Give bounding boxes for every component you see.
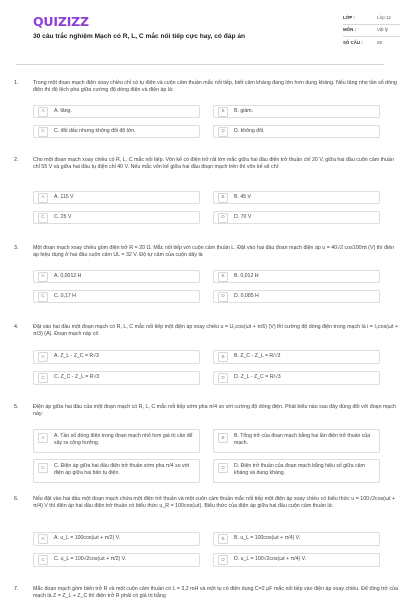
option-text: C. Z_C - Z_L = R√3 (54, 374, 100, 381)
header-divider (16, 64, 384, 65)
option-letter: A (38, 534, 48, 544)
option-b[interactable] (213, 270, 380, 283)
meta-value: Lớp 12 (377, 14, 391, 20)
option-text: B. 45 V (234, 193, 252, 200)
option-letter: C (38, 127, 48, 137)
option-text: C. u_L = 100√2cos(ωt + π/2) V. (54, 556, 127, 563)
meta-row-count (343, 37, 400, 50)
question-text: Một đoạn mạch xoay chiều gồm điện trở R = 20 Ω. Mắc nối tiếp với cuộn cảm thuần L. Đặt vào hai đầu đoạn mạch điện áp u = 40√2 cos100πt (V) thì điện áp hiệu dụng ở hai đầu cuộn cảm UL = 32 V. Độ tự cảm của cuộn dây là (33, 245, 395, 259)
option-letter: A (38, 433, 48, 443)
option-letter: C (38, 213, 48, 223)
option-letter: C (38, 292, 48, 302)
option-a[interactable] (33, 270, 200, 283)
meta-value: Vật lý (377, 27, 388, 33)
option-text: D. 70 V (234, 213, 252, 220)
question-text: Nếu đặt vào hai đầu một đoạn mạch chứa một điện trở thuần và một cuộn cảm thuần mắc nối tiếp một điện áp xoay chiều có biểu thức u = 100√2cos(ωt + π/4) V thì điện áp hai đầu điện trở thuần có biểu thức u_R = 100cos(ωt). Biểu thức của điện áp giữa hai đầu cuộn cảm thuần là: (33, 496, 396, 510)
option-letter: C (38, 555, 48, 565)
option-d[interactable] (213, 211, 380, 224)
meta-row-class (343, 12, 400, 25)
option-c[interactable] (33, 211, 200, 224)
option-letter: B (218, 272, 228, 282)
option-letter: B (218, 433, 228, 443)
option-letter: D (218, 213, 228, 223)
question-number: 6. (14, 496, 19, 502)
option-letter: A (38, 107, 48, 117)
option-a[interactable] (33, 350, 200, 364)
option-text: B. Z_C - Z_L = R/√3 (234, 353, 281, 360)
option-text: B. giảm. (234, 107, 254, 114)
option-a[interactable] (33, 429, 200, 453)
option-b[interactable] (213, 429, 380, 453)
question-text: Mắc đoạn mạch gồm biến trở R và một cuộn cảm thuần có L = 3,2 mH và một tụ có điện dung C=2 μF mắc nối tiếp vào điện áp xoay chiều. Để tổng trở của mạch là Z = Z_L + Z_C thì điện trở R phải có giá trị bằng (33, 586, 398, 600)
question-number: 3. (14, 245, 19, 251)
option-c[interactable] (33, 290, 200, 303)
option-letter: B (218, 534, 228, 544)
option-letter: D (218, 292, 228, 302)
option-c[interactable] (33, 125, 200, 138)
option-letter: A (38, 272, 48, 282)
option-b[interactable] (213, 350, 380, 364)
question-text: Trong một đoạn mạch điện xoay chiều chỉ có tụ điện và cuộn cảm thuần mắc nối tiếp, biết cảm kháng đang lớn hơn dung kháng. Nếu tăng nhẹ tần số dòng điện thì độ lệch pha giữa cường độ dòng điện và điện áp là: (33, 80, 397, 94)
option-text: C. 0,17 H (54, 292, 76, 299)
option-letter: D (218, 127, 228, 137)
option-b[interactable] (213, 105, 380, 118)
option-letter: A (38, 352, 48, 362)
option-d[interactable] (213, 553, 380, 567)
meta-row-subject (343, 25, 400, 38)
option-text: C. 25 V (54, 213, 72, 220)
question-text: Đặt vào hai đầu một đoạn mạch có R, L, C mắc nối tiếp một điện áp xoay chiều u = U₀cos(ωt + π/6) (V) thì cường độ dòng điện trong mạch là i = I₀cos(ωt + π/3) (A). Đoạn mạch này có (33, 324, 399, 338)
option-a[interactable] (33, 532, 200, 546)
question-text: Điện áp giữa hai đầu của một đoạn mạch có R, L, C mắc nối tiếp sớm pha π/4 so với cường độ dòng điện. Phát biểu nào sau đây đúng đối với đoạn mạch này: (33, 404, 396, 418)
option-text: C. Điện áp giữa hai đầu điện trở thuần sớm pha π/4 so với điện áp giữa hai bản tụ điện. (54, 463, 190, 477)
option-letter: B (218, 107, 228, 117)
option-letter: D (218, 463, 228, 473)
option-letter: D (218, 555, 228, 565)
meta-table (343, 12, 400, 50)
option-text: C. đổi dấu nhưng không đổi độ lớn. (54, 127, 136, 134)
option-letter: B (218, 352, 228, 362)
option-letter: C (38, 373, 48, 383)
option-text: D. 0,085 H (234, 292, 259, 299)
question-number: 5. (14, 404, 19, 410)
question-number: 2. (14, 157, 19, 163)
option-b[interactable] (213, 532, 380, 546)
question-number: 7. (14, 586, 19, 592)
question-number: 4. (14, 324, 19, 330)
option-text: A. Z_L - Z_C = R√3 (54, 353, 99, 360)
meta-key: MÔN : (343, 27, 356, 33)
option-text: B. Tổng trở của đoạn mạch bằng hai lần điện trở thuần của mạch. (234, 433, 371, 447)
option-text: D. Điện trở thuần của đoạn mạch bằng hiệu số giữa cảm kháng và dung kháng. (234, 463, 365, 477)
option-d[interactable] (213, 290, 380, 303)
header (16, 0, 391, 66)
option-text: B. 0,012 H (234, 272, 259, 279)
question-text: Cho một đoạn mạch xoay chiều có R, L, C mắc nối tiếp. Vôn kế có điện trở rất lớn mắc giữa hai đầu điện trở thuần chỉ 20 V, giữa hai đầu cuộn cảm thuần chỉ 55 V và giữa hai đầu tụ điện chỉ 40 V. Nếu mắc vôn kế giữa hai đầu đoạn mạch trên thì vôn kế sẽ chỉ: (33, 157, 394, 171)
option-letter: C (38, 463, 48, 473)
option-letter: D (218, 373, 228, 383)
option-d[interactable] (213, 125, 380, 138)
option-a[interactable] (33, 105, 200, 118)
option-letter: B (218, 193, 228, 203)
option-text: B. u_L = 100cos(ωt + π/4) V. (234, 535, 301, 542)
option-text: A. 0,0012 H (54, 272, 82, 279)
option-text: D. u_L = 100√2cos(ωt + π/4) V. (234, 556, 307, 563)
meta-key: LỚP : (343, 14, 355, 20)
meta-value: 29 (377, 40, 382, 46)
option-c[interactable] (33, 371, 200, 385)
option-text: A. Tần số dòng điện trong đoạn mạch nhỏ hơn giá trị cần để xảy ra cộng hưởng. (54, 433, 193, 447)
option-b[interactable] (213, 191, 380, 204)
option-c[interactable] (33, 459, 200, 483)
option-a[interactable] (33, 191, 200, 204)
meta-key: SỐ CÂU : (343, 40, 363, 46)
option-d[interactable] (213, 459, 380, 483)
question-number: 1. (14, 80, 19, 86)
option-letter: A (38, 193, 48, 203)
option-c[interactable] (33, 553, 200, 567)
option-text: A. tăng. (54, 107, 72, 114)
option-d[interactable] (213, 371, 380, 385)
quizizz-logo: QUIZIZZ (33, 14, 89, 29)
option-text: A. u_L = 100cos(ωt + π/2) V. (54, 535, 121, 542)
option-text: D. không đổi. (234, 127, 265, 134)
option-text: A. 115 V (54, 193, 74, 200)
option-text: D. Z_L - Z_C = R/√3 (234, 374, 281, 381)
page-title: 30 câu trắc nghiệm Mạch có R, L, C mắc nối tiếp cực hay, có đáp án (33, 33, 246, 40)
